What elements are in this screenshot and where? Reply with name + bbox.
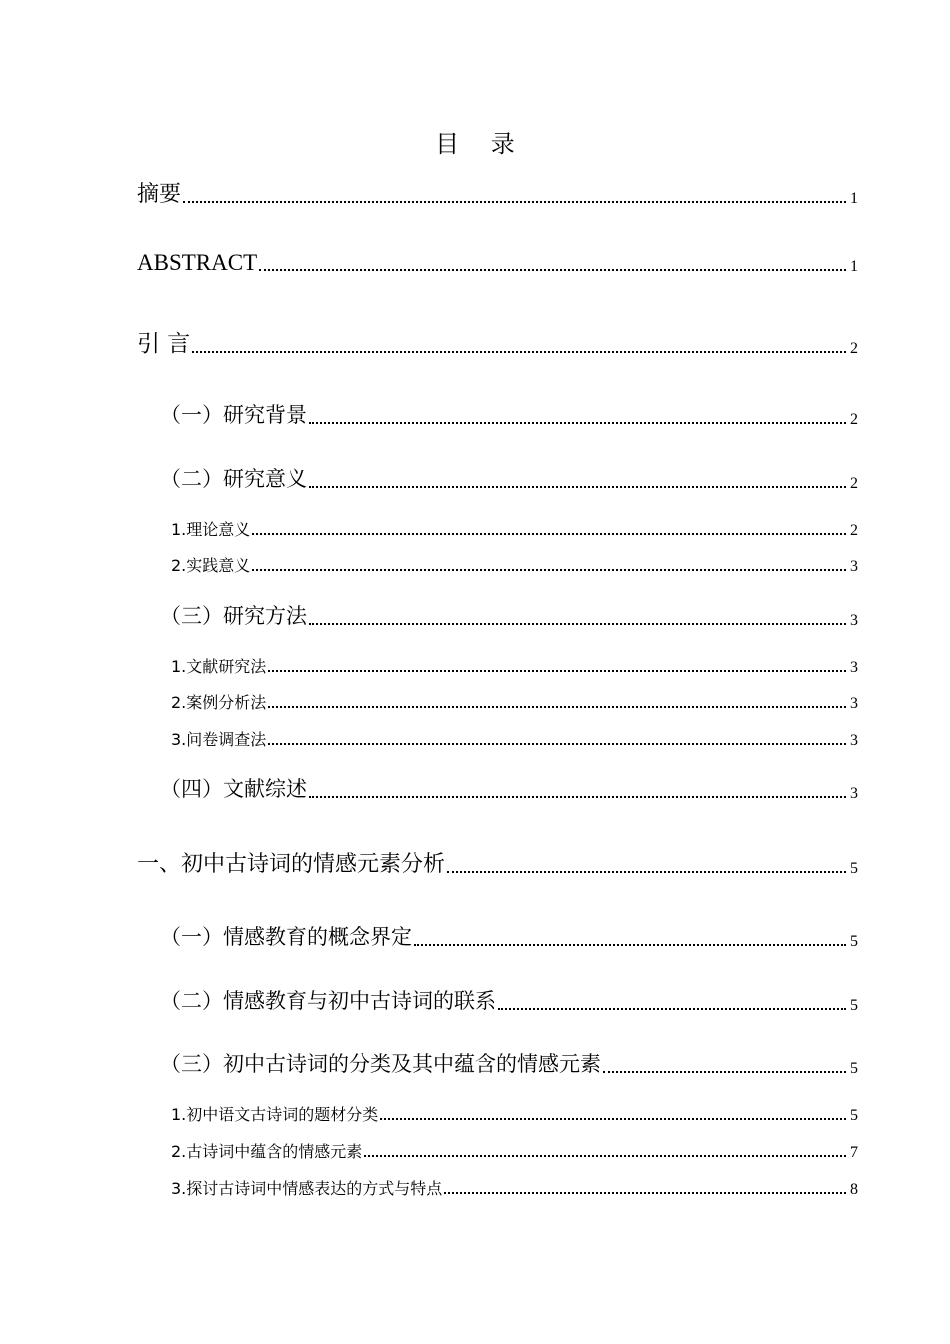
toc-entry-label: 1.理论意义	[171, 520, 251, 539]
toc-leader	[309, 796, 846, 798]
toc-entry-practical-significance[interactable]	[171, 553, 858, 576]
toc-page-number: 2	[850, 475, 858, 492]
toc-leader	[447, 871, 846, 873]
toc-leader	[498, 1008, 846, 1010]
toc-entry-expression-methods[interactable]	[171, 1176, 858, 1199]
toc-page-number: 3	[850, 785, 858, 802]
toc-leader	[268, 670, 846, 672]
toc-page-number: 2	[850, 340, 858, 357]
toc-page-number: 2	[850, 522, 858, 539]
toc-entry-research-background[interactable]	[160, 399, 858, 429]
toc-entry-emotion-education-concept[interactable]	[160, 921, 858, 951]
toc-entry-label: （三）初中古诗词的分类及其中蕴含的情感元素	[160, 1052, 601, 1076]
toc-entry-emotional-elements[interactable]	[171, 1139, 858, 1162]
toc-entry-label: 3.探讨古诗词中情感表达的方式与特点	[171, 1179, 443, 1198]
toc-leader	[603, 1071, 846, 1073]
toc-entry-label: （二）研究意义	[160, 467, 307, 491]
toc-entry-label: 摘要	[137, 182, 182, 207]
toc-entry-label: 2.案例分析法	[171, 693, 267, 712]
toc-leader	[414, 944, 846, 946]
toc-entry-label: 1.初中语文古诗词的题材分类	[171, 1105, 379, 1124]
toc-entry-label: （四）文献综述	[160, 777, 307, 801]
toc-entry-label: 3.问卷调查法	[171, 730, 267, 749]
toc-page-number: 5	[850, 1060, 858, 1077]
toc-page-number: 7	[850, 1144, 858, 1161]
toc-leader	[259, 269, 846, 271]
toc-entry-chapter-one[interactable]	[137, 847, 858, 878]
toc-entry-label: （一）研究背景	[160, 403, 307, 427]
toc-entry-theoretical-significance[interactable]	[171, 517, 858, 540]
toc-page-number: 5	[850, 860, 858, 877]
toc-entry-abstract-en[interactable]	[137, 250, 858, 276]
toc-page-number: 2	[850, 411, 858, 428]
toc-entry-case-analysis[interactable]	[171, 690, 858, 713]
toc-entry-literature-method[interactable]	[171, 654, 858, 677]
toc-page-number: 8	[850, 1181, 858, 1198]
toc-entry-label: 一、初中古诗词的情感元素分析	[137, 852, 446, 877]
toc-entry-subject-classification[interactable]	[171, 1102, 858, 1125]
toc-leader	[309, 623, 846, 625]
toc-entry-abstract-cn[interactable]	[137, 177, 858, 208]
toc-entry-research-significance[interactable]	[160, 463, 858, 493]
toc-leader	[309, 422, 846, 424]
toc-page-number: 3	[850, 659, 858, 676]
toc-leader	[380, 1118, 846, 1120]
toc-entry-introduction[interactable]	[137, 325, 858, 358]
toc-leader	[192, 351, 846, 353]
toc-leader	[252, 569, 846, 571]
toc-leader	[444, 1192, 846, 1194]
toc-entry-label: （二）情感教育与初中古诗词的联系	[160, 989, 496, 1013]
toc-leader	[183, 201, 846, 203]
toc-leader	[309, 486, 846, 488]
toc-entry-poetry-classification[interactable]	[160, 1048, 858, 1078]
toc-entry-research-methods[interactable]	[160, 600, 858, 630]
toc-page-number: 3	[850, 732, 858, 749]
toc-leader	[364, 1155, 846, 1157]
toc-leader	[252, 533, 846, 535]
toc-entry-label: 2.实践意义	[171, 556, 251, 575]
toc-entry-label: 引 言	[137, 331, 191, 357]
toc-page-number: 5	[850, 1107, 858, 1124]
toc-page-number: 5	[850, 997, 858, 1014]
toc-entry-label: （三）研究方法	[160, 604, 307, 628]
toc-leader	[268, 706, 846, 708]
toc-entry-questionnaire[interactable]	[171, 727, 858, 750]
toc-entry-label: 1.文献研究法	[171, 657, 267, 676]
toc-page-number: 5	[850, 933, 858, 950]
toc-page-number: 3	[850, 695, 858, 712]
toc-entry-label: ABSTRACT	[137, 250, 258, 275]
toc-title: 目 录	[435, 130, 527, 158]
toc-page-number: 3	[850, 612, 858, 629]
toc-page-number: 1	[850, 258, 858, 275]
toc-entry-literature-review[interactable]	[160, 773, 858, 803]
toc-leader	[268, 743, 846, 745]
toc-entry-label: （一）情感教育的概念界定	[160, 925, 412, 949]
toc-page-number: 1	[850, 190, 858, 207]
toc-entry-label: 2.古诗词中蕴含的情感元素	[171, 1142, 363, 1161]
toc-entry-emotion-education-connection[interactable]	[160, 985, 858, 1015]
toc-page-number: 3	[850, 558, 858, 575]
